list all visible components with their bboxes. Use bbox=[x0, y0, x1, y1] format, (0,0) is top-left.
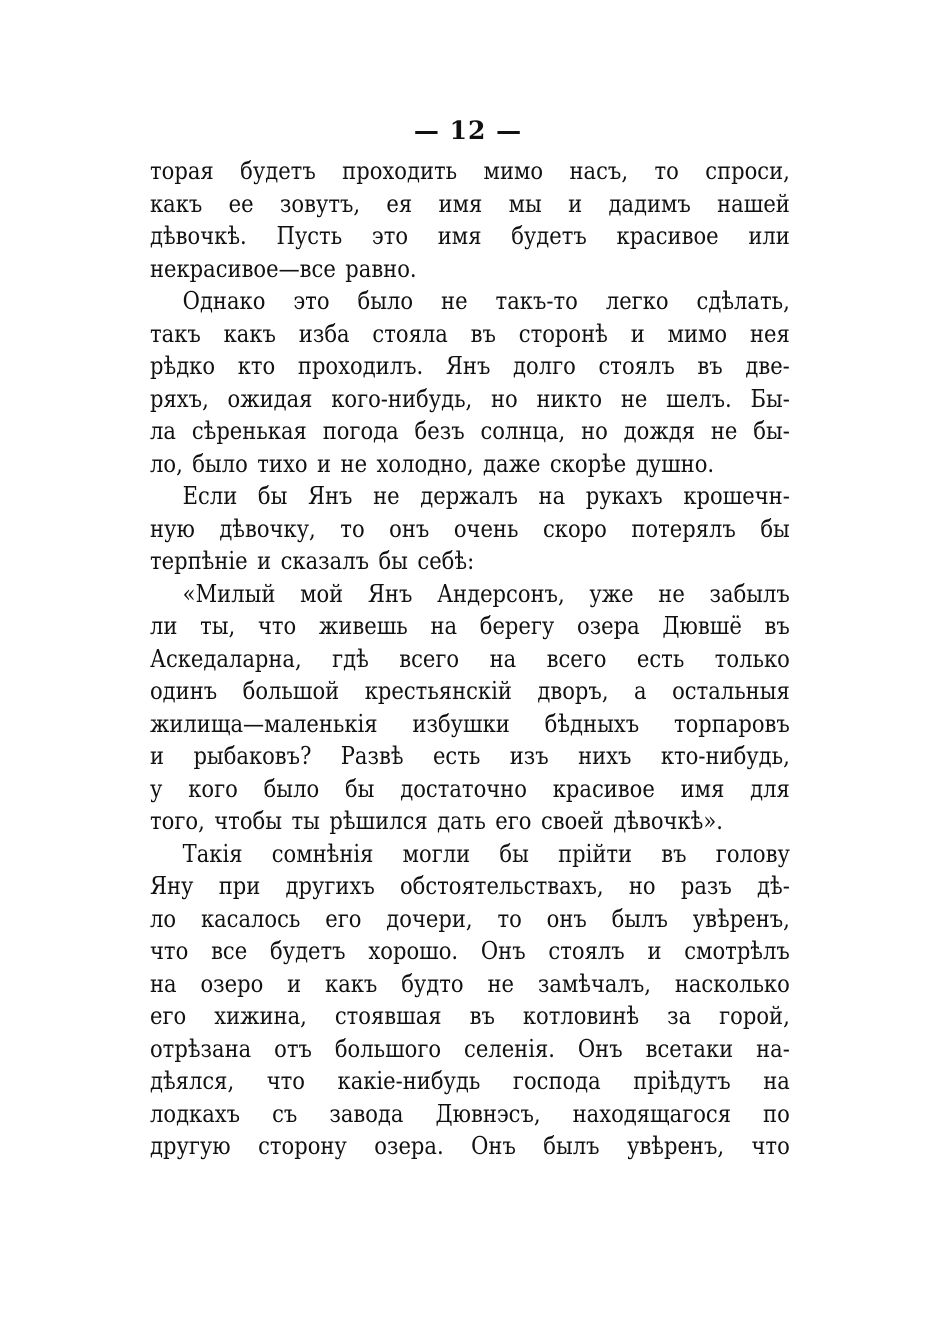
text-line: Яну при другихъ обстоятельствахъ, но разъ дѣ- bbox=[150, 871, 790, 900]
body-text bbox=[150, 155, 790, 1163]
text-line: такъ какъ изба стояла въ сторонѣ и мимо нея bbox=[150, 318, 790, 348]
text-line: Такія сомнѣнія могли бы прійти въ голову bbox=[182, 838, 790, 868]
text-line: ную дѣвочку, то онъ очень скоро потерялъ бы bbox=[150, 513, 790, 543]
text-line: Однако это было не такъ-то легко сдѣлать, bbox=[182, 286, 790, 315]
text-line: «Милый мой Янъ Андерсонъ, уже не забылъ bbox=[182, 578, 790, 608]
text-line: торая будетъ проходить мимо насъ, то спроси, bbox=[150, 156, 790, 185]
text-line: рѣдко кто проходилъ. Янъ долго стоялъ въ две- bbox=[150, 351, 790, 380]
text-line: ряхъ, ожидая кого-нибудь, но никто не шелъ. Бы- bbox=[150, 383, 790, 413]
text-line: что все будетъ хорошо. Онъ стоялъ и смотрѣлъ bbox=[150, 936, 790, 965]
text-line: другую сторону озера. Онъ былъ увѣренъ, что bbox=[150, 1131, 790, 1160]
text-line: отрѣзана отъ большого селенія. Онъ всетаки на- bbox=[150, 1033, 790, 1063]
text-line: лодкахъ съ завода Дювнэсъ, находящагося по bbox=[150, 1098, 790, 1128]
text-line: того, чтобы ты рѣшился дать его своей дѣвочкѣ». bbox=[150, 806, 723, 835]
text-line: ли ты, что живешь на берегу озера Дювшё въ bbox=[150, 611, 790, 640]
text-line: ло, было тихо и не холодно, даже скорѣе душно. bbox=[150, 448, 715, 478]
text-line: терпѣніе и сказалъ бы себѣ: bbox=[150, 546, 475, 575]
text-line: дѣялся, что какіе-нибудь господа пріѣдутъ на bbox=[150, 1066, 790, 1095]
text-line: Если бы Янъ не держалъ на рукахъ крошечн- bbox=[182, 481, 790, 510]
text-line: у кого было бы достаточно красивое имя для bbox=[150, 773, 790, 803]
text-line: ло касалось его дочери, то онъ былъ увѣренъ, bbox=[150, 903, 790, 933]
text-line: Аскедаларна, гдѣ всего на всего есть только bbox=[150, 643, 790, 673]
text-line: одинъ большой крестьянскій дворъ, а остальныя bbox=[150, 676, 790, 705]
text-line: его хижина, стоявшая въ котловинѣ за горой, bbox=[150, 1001, 790, 1030]
text-line: ла сѣренькая погода безъ солнца, но дождя не бы- bbox=[150, 416, 790, 445]
text-line: и рыбаковъ? Развѣ есть изъ нихъ кто-нибудь, bbox=[150, 741, 790, 770]
text-line: дѣвочкѣ. Пусть это имя будетъ красивое или bbox=[150, 221, 790, 250]
page-number: — 12 — bbox=[413, 116, 523, 145]
text-line: какъ ее зовутъ, ея имя мы и дадимъ нашей bbox=[150, 188, 790, 218]
text-line: некрасивое—все равно. bbox=[150, 253, 417, 283]
text-line: на озеро и какъ будто не замѣчалъ, насколько bbox=[150, 968, 790, 998]
text-line: жилища—маленькія избушки бѣдныхъ торпаровъ bbox=[150, 708, 790, 738]
